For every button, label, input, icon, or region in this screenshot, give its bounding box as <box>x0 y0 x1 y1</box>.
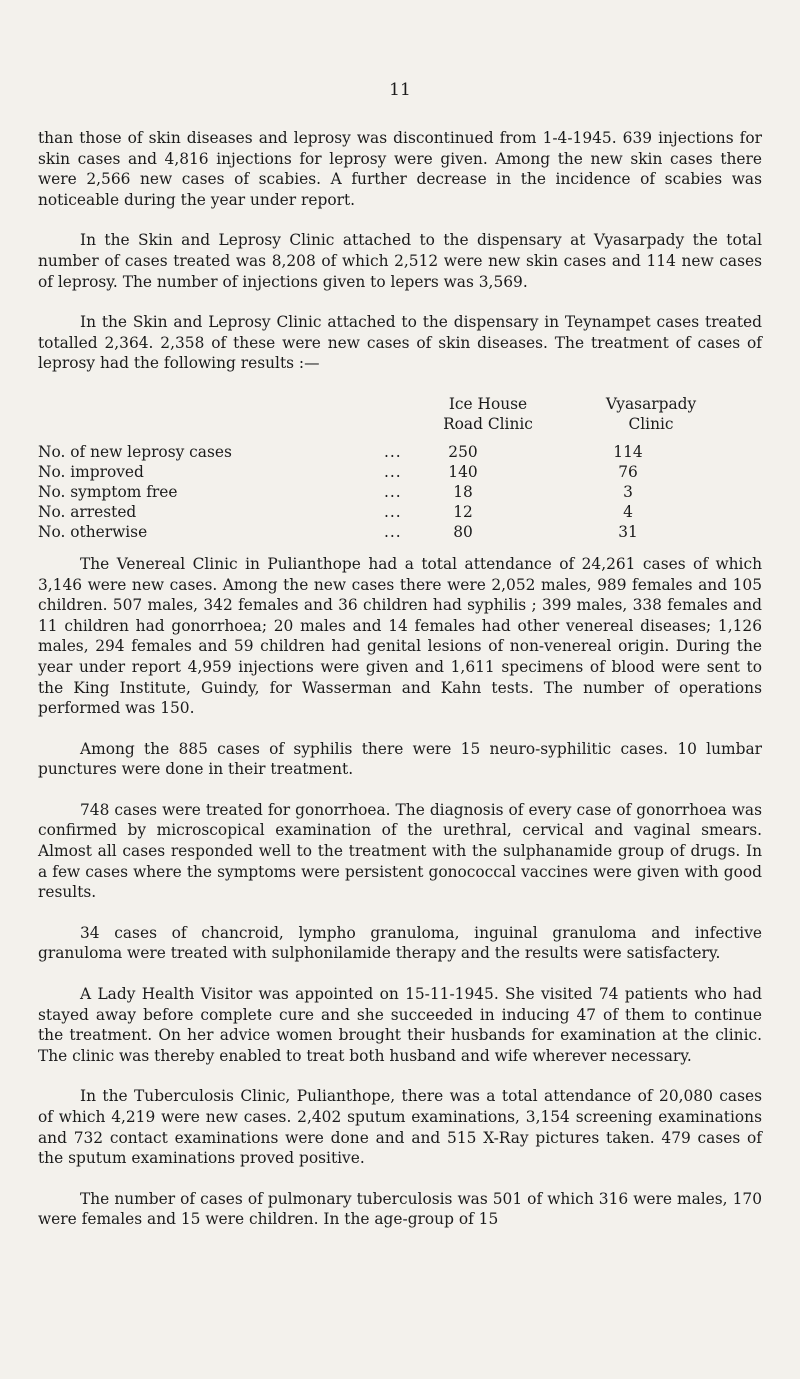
vyasarpady-value: 3 <box>623 482 633 501</box>
row-label: No. otherwise <box>38 522 148 541</box>
leader-dots: ... <box>384 442 402 461</box>
paragraph-chancroid-cases: 34 cases of chancroid, lympho granuloma, inguinal granuloma and infective granuloma were treated with sulphonilamide therapy and the results were satisfactery. <box>38 923 762 963</box>
vyasarpady-value: 114 <box>613 442 643 461</box>
column-header-vyasarpady <box>566 394 736 435</box>
paragraph-skin-leprosy-intro: than those of skin diseases and leprosy was discontinued from 1-4-1945. 639 injections for skin cases and 4,816 injections for leprosy were given. Among the new skin cases there were 2,566 new cases of scabies. A further decrease in the incidence of scabies was noticeable during the year under report. <box>38 129 762 209</box>
leprosy-results-table <box>38 394 762 541</box>
ice-house-value: 18 <box>453 482 473 501</box>
leader-dots: ... <box>384 522 402 541</box>
row-label: No. arrested <box>38 502 137 521</box>
paragraph-lady-health-visitor: A Lady Health Visitor was appointed on 15-11-1945. She visited 74 patients who had stayed away before complete cure and she succeeded in inducing 47 of them to continue the treatment. On her advice women brought their husbands for examination at the clinic. The clinic was thereby enabled to treat both husband and wife wherever necessary. <box>38 985 762 1065</box>
table-row <box>38 502 762 522</box>
leader-dots: ... <box>384 482 402 501</box>
table-row <box>38 442 762 462</box>
column-header-ice-house-text: Ice House Road Clinic <box>443 394 533 434</box>
paragraph-gonorrhoea-cases: 748 cases were treated for gonorrhoea. The diagnosis of every case of gonorrhoea was confirmed by microscopical examination of the urethral, cervical and vaginal smears. Almost all cases responded well to the treatment with the sulphanamide group of drugs. In a few cases where the symptoms were persistent gonococcal vaccines were given with good results. <box>38 800 762 902</box>
paragraph-venereal-clinic: The Venereal Clinic in Pulianthope had a total attendance of 24,261 cases of which 3,146 were new cases. Among the new cases there were 2,052 males, 989 females and 105 children. 507 males, 342 females and 36 children had syphilis ; 399 males, 338 females and 11 children had gonorrhoea; 20 males and 14 females had other venereal diseases; 1,126 males, 294 females and 59 children had genital lesions of non-venereal origin. During the year under report 4,959 injections were given and 1,611 specimens of blood were sent to the King Institute, Guindy, for Wasserman and Kahn tests. The number of operations performed was 150. <box>38 554 762 718</box>
paragraph-teynampet-clinic: In the Skin and Leprosy Clinic attached to the dispensary in Teynampet cases treated totalled 2,364. 2,358 of these were new cases of skin diseases. The treatment of cases of leprosy had the following results :— <box>38 313 762 373</box>
vyasarpady-value: 31 <box>618 522 638 541</box>
table-row <box>38 462 762 482</box>
ice-house-value: 80 <box>453 522 473 541</box>
ice-house-value: 140 <box>448 462 478 481</box>
leader-dots: ... <box>384 502 402 521</box>
leader-dots: ... <box>384 462 402 481</box>
vyasarpady-value: 4 <box>623 502 633 521</box>
table-row <box>38 522 762 542</box>
document-body <box>38 128 762 1250</box>
paragraph-vyasarpady-clinic: In the Skin and Leprosy Clinic attached to the dispensary at Vyasarpady the total number of cases treated was 8,208 of which 2,512 were new skin cases and 114 new cases of leprosy. The number of injections given to lepers was 3,569. <box>38 231 762 291</box>
row-label: No. improved <box>38 462 144 481</box>
page-number: 11 <box>389 80 411 100</box>
paragraph-pulmonary-tuberculosis: The number of cases of pulmonary tuberculosis was 501 of which 316 were males, 170 were females and 15 were children. In the age-group of 15 <box>38 1189 762 1229</box>
row-label: No. symptom free <box>38 482 178 501</box>
ice-house-value: 250 <box>448 442 478 461</box>
paragraph-tuberculosis-clinic: In the Tuberculosis Clinic, Pulianthope, there was a total attendance of 20,080 cases of which 4,219 were new cases. 2,402 sputum examinations, 3,154 screening examinations and 732 contact examinations were done and and 515 X-Ray pictures taken. 479 cases of the sputum examinations proved positive. <box>38 1087 762 1168</box>
paragraph-syphilis-cases: Among the 885 cases of syphilis there were 15 neuro-syphilitic cases. 10 lumbar punctures were done in their treatment. <box>38 739 762 779</box>
row-label: No. of new leprosy cases <box>38 442 232 461</box>
column-header-ice-house <box>408 394 568 435</box>
column-header-vyasarpady-text: Vyasarpady Clinic <box>605 394 697 434</box>
vyasarpady-value: 76 <box>618 462 638 481</box>
table-row <box>38 482 762 502</box>
ice-house-value: 12 <box>453 502 473 521</box>
